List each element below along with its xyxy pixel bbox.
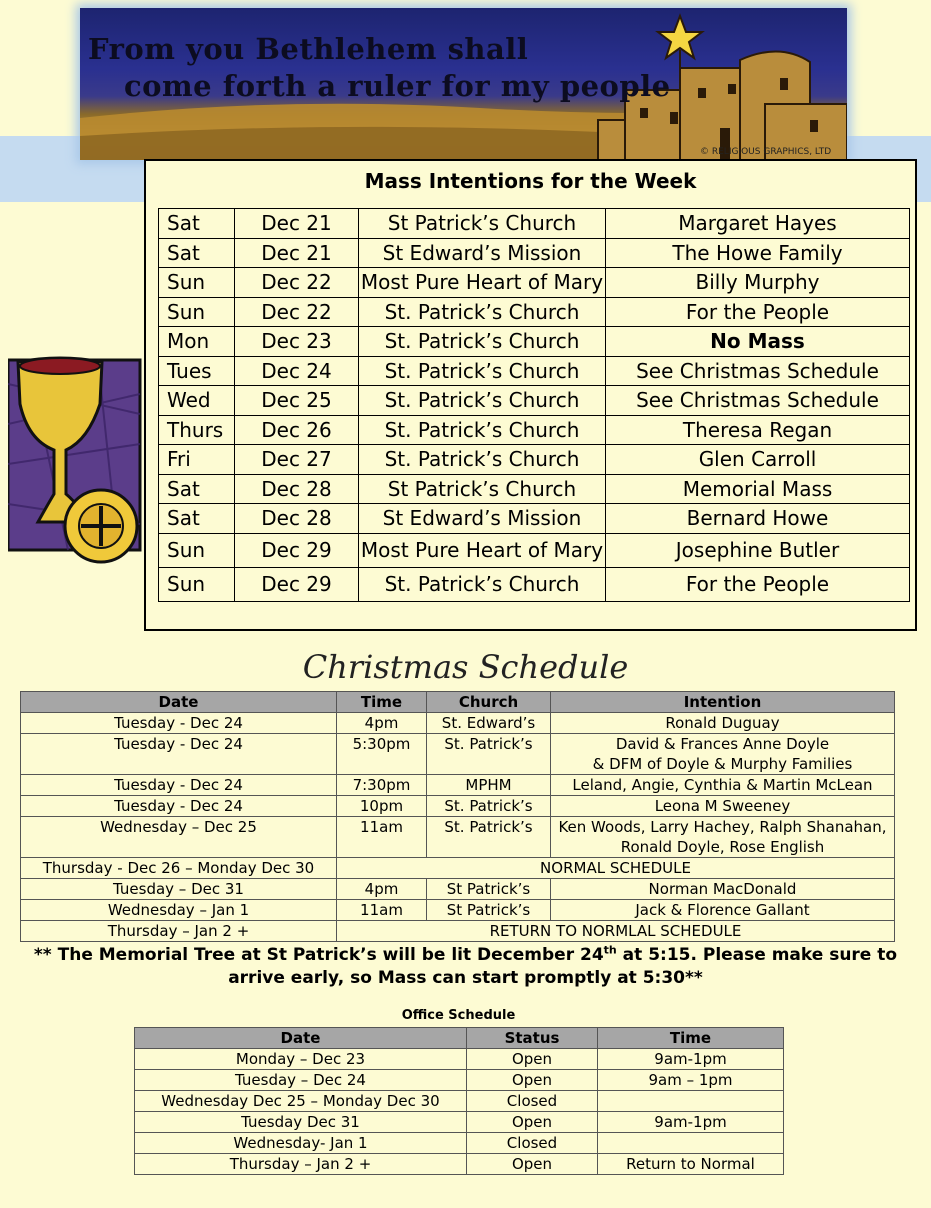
mass-intentions-box	[144, 159, 917, 631]
mass-date: Dec 25	[235, 386, 359, 416]
xmas-time: 4pm	[337, 713, 427, 734]
banner-text-line2: come forth a ruler for my people	[124, 69, 671, 103]
office-time	[598, 1091, 784, 1112]
mass-date: Dec 22	[235, 297, 359, 327]
office-status: Closed	[467, 1091, 598, 1112]
mass-date: Dec 21	[235, 209, 359, 239]
mass-intentions-title: Mass Intentions for the Week	[364, 169, 697, 193]
column-header-date: Date	[135, 1028, 467, 1049]
xmas-intention-line: Ken Woods, Larry Hachey, Ralph Shanahan,	[558, 818, 887, 836]
mass-day: Thurs	[159, 415, 235, 445]
xmas-intention-line: Leland, Angie, Cynthia & Martin McLean	[572, 776, 873, 794]
table-row	[159, 327, 910, 357]
mass-intention: The Howe Family	[606, 238, 910, 268]
xmas-church: St Patrick’s	[427, 879, 551, 900]
xmas-date: Tuesday - Dec 24	[21, 775, 337, 796]
mass-intentions-table	[158, 208, 910, 602]
table-row	[135, 1112, 784, 1133]
mass-date: Dec 21	[235, 238, 359, 268]
mass-church: St Edward’s Mission	[359, 238, 606, 268]
xmas-intention-line: Leona M Sweeney	[654, 797, 791, 815]
column-header-date: Date	[21, 692, 337, 713]
xmas-date: Thursday - Dec 26 – Monday Dec 30	[21, 858, 337, 879]
office-schedule-table	[134, 1027, 784, 1175]
xmas-date: Tuesday - Dec 24	[21, 713, 337, 734]
mass-day: Mon	[159, 327, 235, 357]
table-row	[159, 238, 910, 268]
table-row	[21, 879, 895, 900]
mass-day: Fri	[159, 445, 235, 475]
mass-church: St. Patrick’s Church	[359, 356, 606, 386]
xmas-intention	[551, 775, 895, 796]
column-header-time: Time	[337, 692, 427, 713]
xmas-time: 7:30pm	[337, 775, 427, 796]
office-time: 9am – 1pm	[598, 1070, 784, 1091]
mass-church: St. Patrick’s Church	[359, 445, 606, 475]
mass-day: Tues	[159, 356, 235, 386]
xmas-intention	[551, 734, 895, 775]
mass-church: St. Patrick’s Church	[359, 567, 606, 601]
note-ordinal: th	[603, 943, 617, 957]
table-row	[159, 297, 910, 327]
xmas-church: St Patrick’s	[427, 900, 551, 921]
table-row	[159, 445, 910, 475]
table-row	[21, 900, 895, 921]
mass-intention: Billy Murphy	[606, 268, 910, 298]
xmas-intention-line: Ronald Duguay	[665, 714, 780, 732]
mass-church: St. Patrick’s Church	[359, 297, 606, 327]
note-text-part1: ** The Memorial Tree at St Patrick’s will be lit December 24	[33, 945, 604, 965]
table-row	[135, 1070, 784, 1091]
mass-church: Most Pure Heart of Mary	[359, 533, 606, 567]
mass-date: Dec 28	[235, 474, 359, 504]
xmas-time: 11am	[337, 900, 427, 921]
mass-date: Dec 27	[235, 445, 359, 475]
xmas-intention	[551, 900, 895, 921]
mass-day: Sun	[159, 533, 235, 567]
office-date: Tuesday Dec 31	[135, 1112, 467, 1133]
office-time: 9am-1pm	[598, 1049, 784, 1070]
banner-text-line1: From you Bethlehem shall	[88, 32, 529, 66]
table-row	[159, 356, 910, 386]
xmas-church: St. Patrick’s	[427, 734, 551, 775]
chalice-icon	[8, 354, 143, 564]
office-date: Wednesday- Jan 1	[135, 1133, 467, 1154]
mass-intention: For the People	[606, 567, 910, 601]
xmas-church: MPHM	[427, 775, 551, 796]
xmas-intention	[551, 796, 895, 817]
xmas-intention-line: Norman MacDonald	[648, 880, 797, 898]
mass-date: Dec 28	[235, 504, 359, 534]
table-row	[21, 734, 895, 775]
xmas-time: 5:30pm	[337, 734, 427, 775]
mass-date: Dec 23	[235, 327, 359, 357]
table-row	[21, 858, 895, 879]
xmas-date: Wednesday – Jan 1	[21, 900, 337, 921]
xmas-intention	[551, 879, 895, 900]
christmas-schedule-title: Christmas Schedule	[302, 648, 629, 686]
table-row	[21, 817, 895, 858]
office-time: 9am-1pm	[598, 1112, 784, 1133]
xmas-time: 10pm	[337, 796, 427, 817]
note-text-part2: at 5:15. Please make sure to arrive early, so Mass can start promptly at 5:30**	[228, 945, 898, 988]
column-header-intention: Intention	[551, 692, 895, 713]
table-row	[159, 268, 910, 298]
xmas-church: St. Patrick’s	[427, 817, 551, 858]
xmas-intention-line: David & Frances Anne Doyle	[615, 735, 830, 753]
table-row	[21, 713, 895, 734]
mass-day: Sun	[159, 567, 235, 601]
office-status: Closed	[467, 1133, 598, 1154]
table-row	[21, 921, 895, 942]
mass-intention: Memorial Mass	[606, 474, 910, 504]
xmas-church: St. Patrick’s	[427, 796, 551, 817]
office-schedule-title: Office Schedule	[401, 1008, 516, 1023]
office-time: Return to Normal	[598, 1154, 784, 1175]
xmas-intention-line: Ronald Doyle, Rose English	[620, 838, 825, 856]
christmas-schedule-table	[20, 691, 895, 942]
mass-church: Most Pure Heart of Mary	[359, 268, 606, 298]
xmas-date: Wednesday – Dec 25	[21, 817, 337, 858]
mass-date: Dec 22	[235, 268, 359, 298]
xmas-date: Tuesday - Dec 24	[21, 796, 337, 817]
mass-church: St. Patrick’s Church	[359, 327, 606, 357]
mass-intention: Theresa Regan	[606, 415, 910, 445]
mass-church: St. Patrick’s Church	[359, 415, 606, 445]
column-header-time: Time	[598, 1028, 784, 1049]
xmas-church: St. Edward’s	[427, 713, 551, 734]
star-icon	[658, 16, 702, 72]
bethlehem-banner	[80, 8, 847, 160]
mass-day: Sun	[159, 268, 235, 298]
mass-day: Sat	[159, 209, 235, 239]
column-header-status: Status	[467, 1028, 598, 1049]
table-header-row	[135, 1028, 784, 1049]
office-time	[598, 1133, 784, 1154]
office-date: Wednesday Dec 25 – Monday Dec 30	[135, 1091, 467, 1112]
mass-intention: Glen Carroll	[606, 445, 910, 475]
mass-intention: No Mass	[606, 327, 910, 357]
office-status: Open	[467, 1154, 598, 1175]
table-row	[21, 796, 895, 817]
copyright-text: © RELIGIOUS GRAPHICS, LTD	[700, 147, 832, 157]
mass-church: St. Patrick’s Church	[359, 386, 606, 416]
table-row	[135, 1154, 784, 1175]
mass-day: Wed	[159, 386, 235, 416]
office-status: Open	[467, 1070, 598, 1091]
xmas-span-note: NORMAL SCHEDULE	[337, 858, 895, 879]
xmas-date: Tuesday – Dec 31	[21, 879, 337, 900]
table-row	[21, 775, 895, 796]
xmas-intention-line: & DFM of Doyle & Murphy Families	[592, 755, 853, 773]
office-date: Tuesday – Dec 24	[135, 1070, 467, 1091]
mass-day: Sun	[159, 297, 235, 327]
xmas-intention-line: Jack & Florence Gallant	[635, 901, 810, 919]
mass-church: St Patrick’s Church	[359, 209, 606, 239]
xmas-intention	[551, 817, 895, 858]
mass-date: Dec 24	[235, 356, 359, 386]
column-header-church: Church	[427, 692, 551, 713]
xmas-time: 11am	[337, 817, 427, 858]
mass-date: Dec 29	[235, 567, 359, 601]
table-row	[159, 474, 910, 504]
xmas-date: Thursday – Jan 2 +	[21, 921, 337, 942]
xmas-time: 4pm	[337, 879, 427, 900]
table-row	[159, 415, 910, 445]
table-row	[159, 567, 910, 601]
table-row	[159, 386, 910, 416]
mass-day: Sat	[159, 474, 235, 504]
mass-intention: For the People	[606, 297, 910, 327]
table-row	[135, 1091, 784, 1112]
mass-date: Dec 29	[235, 533, 359, 567]
mass-intention: Josephine Butler	[606, 533, 910, 567]
mass-church: St Edward’s Mission	[359, 504, 606, 534]
office-status: Open	[467, 1112, 598, 1133]
mass-church: St Patrick’s Church	[359, 474, 606, 504]
memorial-tree-note	[30, 944, 901, 990]
table-row	[159, 504, 910, 534]
mass-intention: See Christmas Schedule	[606, 386, 910, 416]
table-header-row	[21, 692, 895, 713]
office-status: Open	[467, 1049, 598, 1070]
xmas-intention	[551, 713, 895, 734]
mass-intention: See Christmas Schedule	[606, 356, 910, 386]
table-row	[159, 209, 910, 239]
table-row	[159, 533, 910, 567]
mass-date: Dec 26	[235, 415, 359, 445]
xmas-span-note: RETURN TO NORMLAL SCHEDULE	[337, 921, 895, 942]
table-row	[135, 1049, 784, 1070]
mass-day: Sat	[159, 504, 235, 534]
mass-intention: Bernard Howe	[606, 504, 910, 534]
mass-day: Sat	[159, 238, 235, 268]
table-row	[135, 1133, 784, 1154]
office-date: Thursday – Jan 2 +	[135, 1154, 467, 1175]
xmas-date: Tuesday - Dec 24	[21, 734, 337, 775]
mass-intention: Margaret Hayes	[606, 209, 910, 239]
office-date: Monday – Dec 23	[135, 1049, 467, 1070]
